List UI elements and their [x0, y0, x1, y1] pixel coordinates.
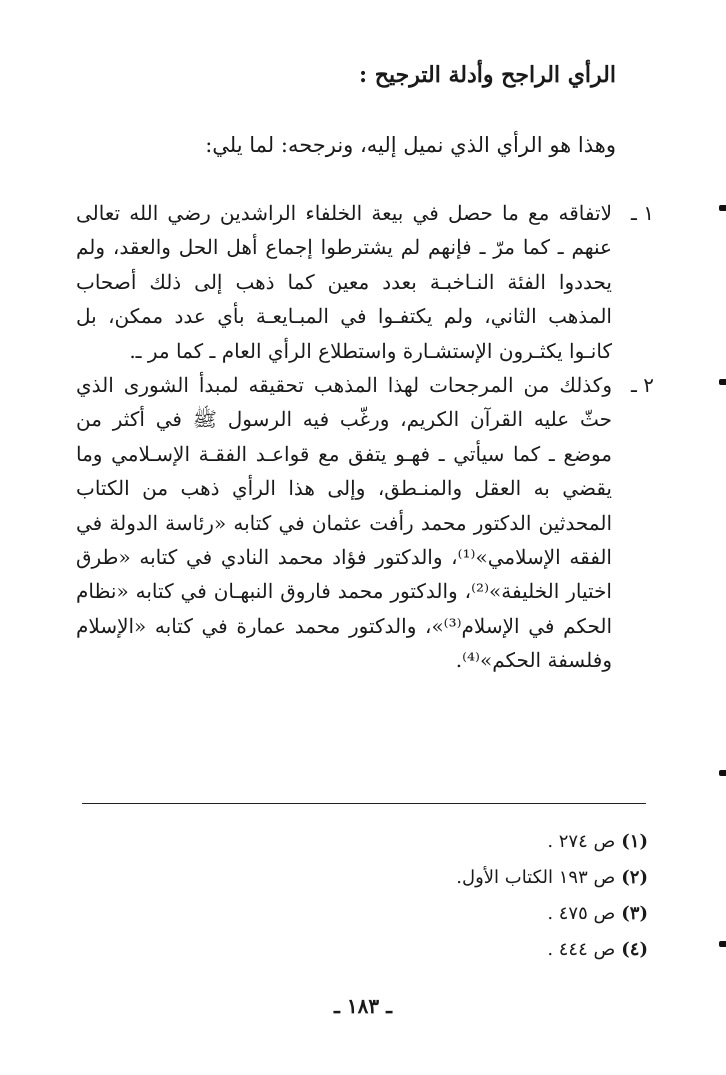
- footnote-number: (١): [621, 831, 648, 852]
- page-number: ـ ١٨٣ ـ: [334, 994, 392, 1018]
- scan-edge-mark: [719, 205, 726, 211]
- footnote-text: ص ١٩٣ الكتاب الأول.: [456, 867, 616, 888]
- footnote-divider: [82, 803, 646, 804]
- list-item: [76, 196, 654, 368]
- footnote-text: ص ٤٤٤ .: [547, 939, 616, 960]
- footnote: [348, 824, 648, 860]
- section-heading: الرأي الراجح وأدلة الترجيح :: [359, 62, 616, 88]
- scan-edge-mark: [719, 770, 726, 776]
- scan-edge-mark: [719, 379, 726, 385]
- intro-paragraph: وهذا هو الرأي الذي نميل إليه، ونرجحه: لما يلي:: [205, 133, 616, 157]
- list-item: [76, 368, 654, 678]
- item-text: وكذلك من المرجحات لهذا المذهب تحقيقه لمبدأ الشورى الذي حثّ عليه القرآن الكريم، ورغّب فيه الرسول ﷺ في أكثر من موضع ـ كما سيأتي ـ فهـو يتفق مع قواعـد الفقـة الإسـلامي وما يقضي به العقل والمنـطق، وإلى هذا الرأي ذهب من الكتاب المحدثين الدكتور محمد رأفت عثمان في كتابه «رئاسة الدولة في الفقه الإسلامي»⁽¹⁾، والدكتور فؤاد محمد النادي في كتابه «طرق اختيار الخليفة»⁽²⁾، والدكتور محمد فاروق النبهـان في كتابه «نظام الحكم في الإسلام⁽³⁾»، والدكتور محمد عمارة في كتابه «الإسلام وفلسفة الحكم»⁽⁴⁾.: [76, 373, 612, 673]
- scan-edge-mark: [719, 941, 726, 947]
- footnote-number: (٢): [621, 867, 648, 888]
- footnote-number: (٤): [621, 939, 648, 960]
- footnote-text: ص ٤٧٥ .: [547, 903, 616, 924]
- footnote: [348, 932, 648, 968]
- item-number: ٢ ـ: [631, 373, 654, 397]
- footnote-number: (٣): [621, 903, 648, 924]
- item-text: لاتفاقه مع ما حصل في بيعة الخلفاء الراشدين رضي الله تعالى عنهم ـ كما مرّ ـ فإنهم لم يشترطوا إجماع أهل الحل والعقد، ولم يحددوا الفئة النـاخبـة بعدد معين كما ذهب إلى ذلك أصحاب المذهب الثاني، ولم يكتفـوا في المبـايعـة بأي عدد ممكن، بل كانـوا يكثـرون الإستشـارة واستطلاع الرأي العام ـ كما مر ـ.: [76, 201, 612, 363]
- footnote: [348, 896, 648, 932]
- item-number: ١ ـ: [631, 201, 654, 225]
- footnotes: [348, 824, 648, 968]
- footnote-text: ص ٢٧٤ .: [547, 831, 616, 852]
- footnote: [348, 860, 648, 896]
